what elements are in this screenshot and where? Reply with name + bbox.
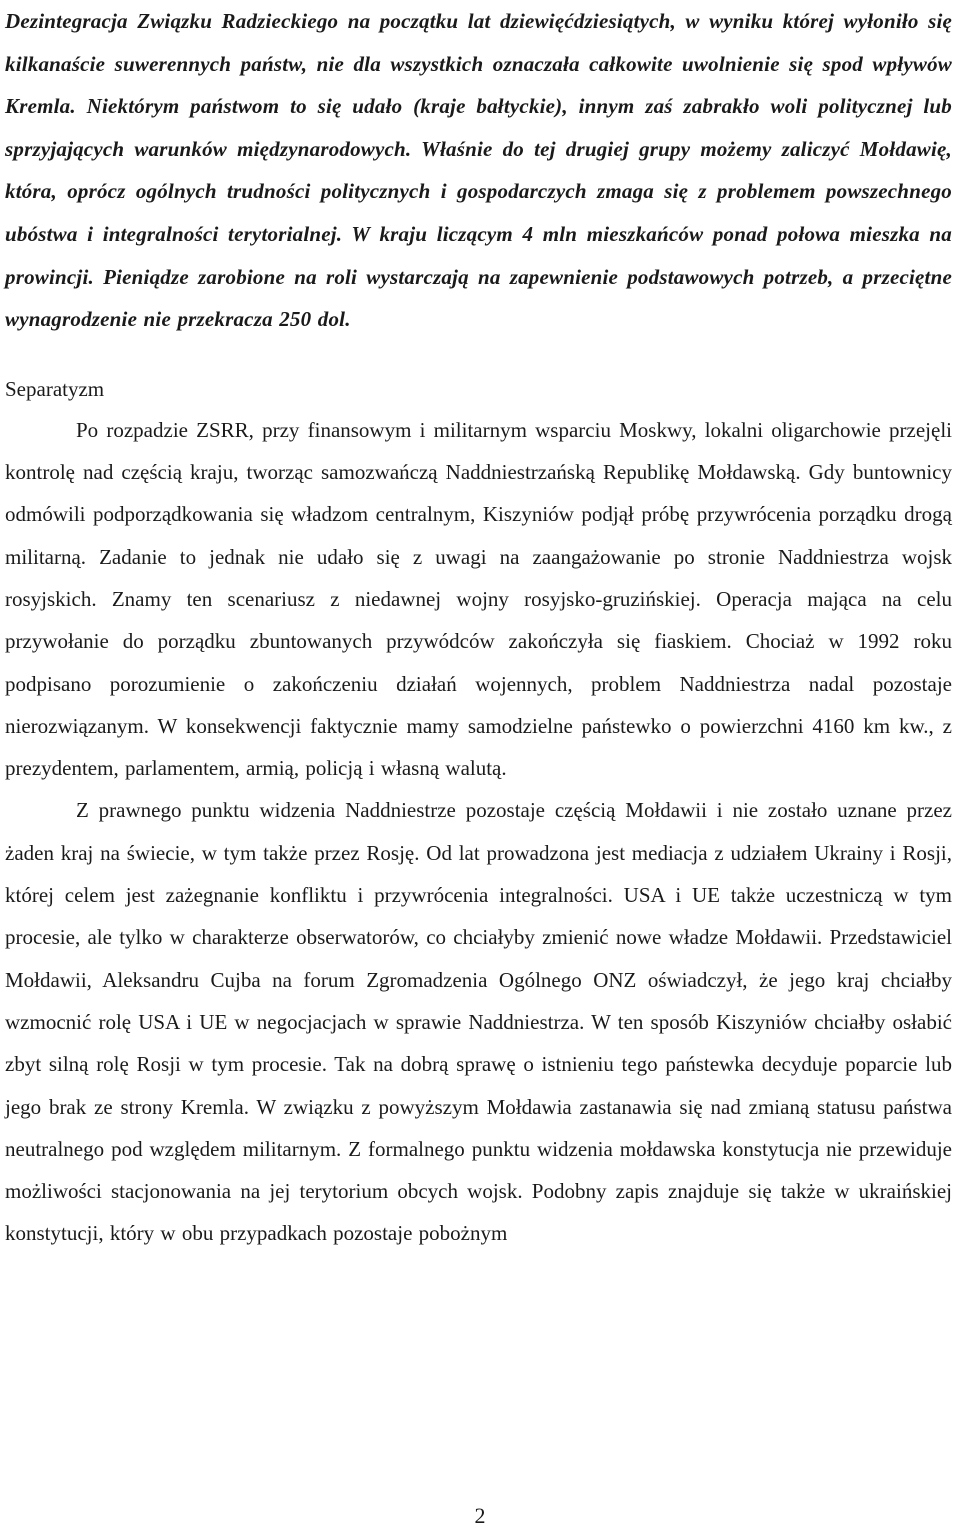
body-paragraph-legal-status: Z prawnego punktu widzenia Naddniestrze pozostaje częścią Mołdawii i nie zostało uznane przez żaden kraj na świecie, w tym także przez Rosję. Od lat prowadzona jest mediacja z udziałem Ukrainy i Rosji, której celem jest zażegnanie konfliktu i przywrócenia integralności. USA i UE także uczestniczą w tym procesie, ale tylko w charakterze obserwatorów, co chciałyby zmienić nowe władze Mołdawii. Przedstawiciel Mołdawii, Aleksandru Cujba na forum Zgromadzenia Ogólnego ONZ oświadczył, że jego kraj chciałby wzmocnić rolę USA i UE w negocjacjach w sprawie Naddniestrza. W ten sposób Kiszyniów chciałby osłabić zbyt silną rolę Rosji w tym procesie. Tak na dobrą sprawę o istnieniu tego państewka decyduje poparcie lub jego brak ze strony Kremla. W związku z powyższym Mołdawia zastanawia się nad zmianą statusu państwa neutralnego pod względem militarnym. Z formalnego punktu widzenia mołdawska konstytucja nie przewiduje możliwości stacjonowania na jej terytorium obcych wojsk. Podobny zapis znajduje się także w ukraińskiej konstytucji, który w obu przypadkach pozostaje pobożnym — [5, 798, 952, 1246]
section-heading: Separatyzm — [5, 376, 105, 401]
page-number: 2 — [474, 1503, 486, 1528]
intro-paragraph: Dezintegracja Związku Radzieckiego na początku lat dziewięćdziesiątych, w wyniku której wyłoniło się kilkanaście suwerennych państw, nie dla wszystkich oznaczała całkowite uwolnienie się spod wpływów Kremla. Niektórym państwom to się udało (kraje bałtyckie), innym zaś zabrakło woli politycznej lub sprzyjających warunków międzynarodowych. Właśnie do tej drugiej grupy możemy zaliczyć Mołdawię, która, oprócz ogólnych trudności politycznych i gospodarczych zmaga się z problemem powszechnego ubóstwa i integralności terytorialnej. W kraju liczącym 4 mln mieszkańców ponad połowa mieszka na prowincji. Pieniądze zarobione na roli wystarczają na zapewnienie podstawowych potrzeb, a przeciętne wynagrodzenie nie przekracza 250 dol. — [5, 9, 952, 332]
body-paragraph-separatism: Po rozpadzie ZSRR, przy finansowym i militarnym wsparciu Moskwy, lokalni oligarchowie przejęli kontrolę nad częścią kraju, tworząc samozwańczą Naddniestrzańską Republikę Mołdawską. Gdy buntownicy odmówili podporządkowania się władzom centralnym, Kiszyniów podjął próbę przywrócenia porządku drogą militarną. Zadanie to jednak nie udało się z uwagi na zaangażowanie po stronie Naddniestrza wojsk rosyjskich. Znamy ten scenariusz z niedawnej wojny rosyjsko-gruzińskiej. Operacja mająca na celu przywołanie do porządku zbuntowanych przywódców zakończyła się fiaskiem. Chociaż w 1992 roku podpisano porozumienie o zakończeniu działań wojennych, problem Naddniestrza nadal pozostaje nierozwiązanym. W konsekwencji faktycznie mamy samodzielne państewko o powierzchni 4160 km kw., z prezydentem, parlamentem, armią, policją i własną walutą. — [5, 417, 952, 781]
document-page — [5, 0, 952, 1255]
